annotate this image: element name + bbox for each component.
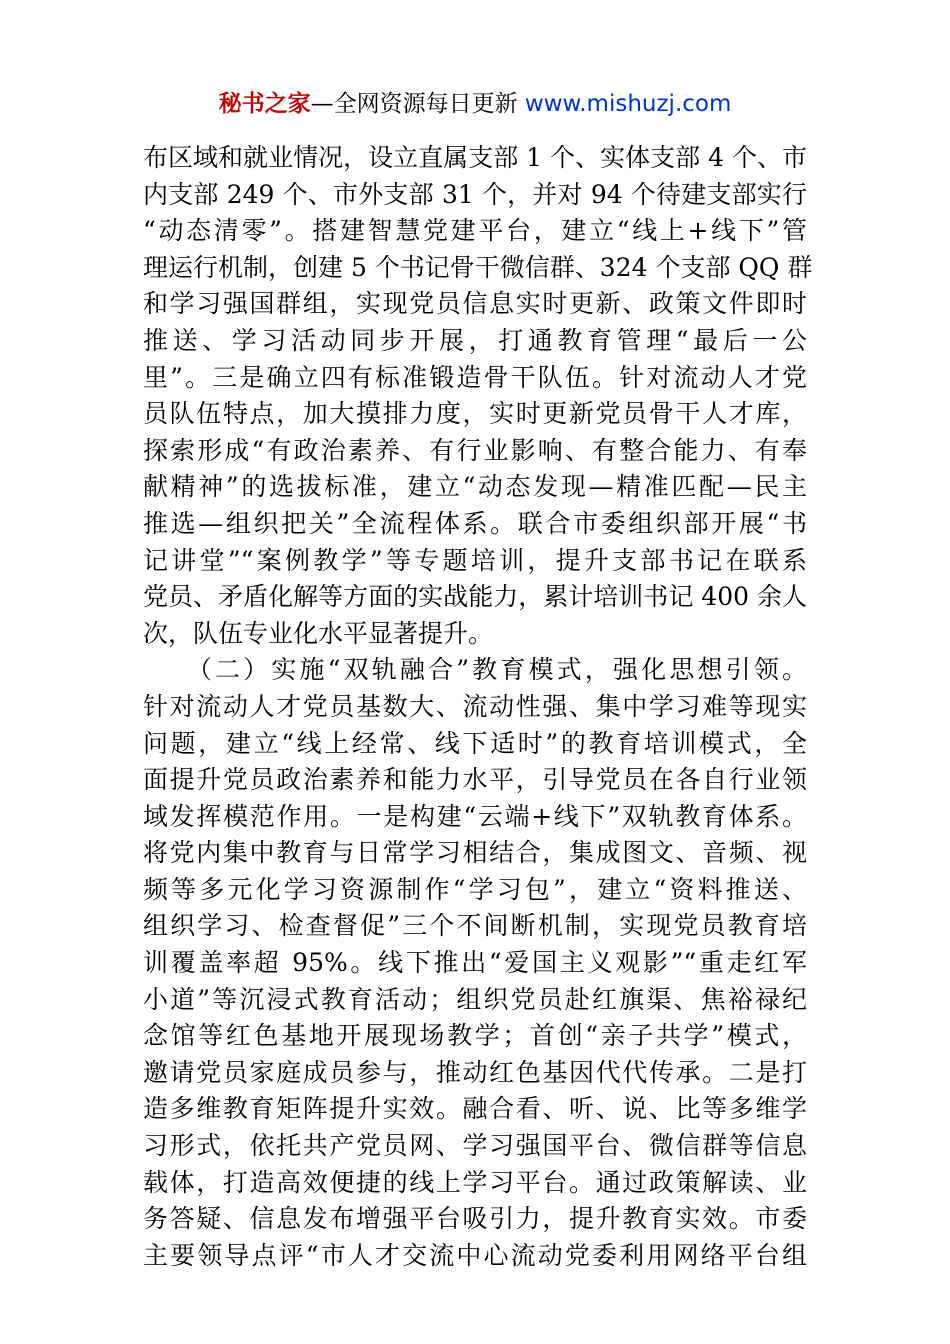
paragraph-line: 和学习强国群组，实现党员信息实时更新、政策文件即时 [143,289,807,319]
paragraph-line: （二）实施“双轨融合”教育模式，强化思想引领。 [143,655,807,685]
paragraph-line: 推送、学习活动同步开展，打通教育管理“最后一公 [143,325,807,355]
header-slogan: —全网资源每日更新 [310,91,525,117]
paragraph-line: 内支部 249 个、市外支部 31 个，并对 94 个待建支部实行 [143,179,807,209]
paragraph-line: 念馆等红色基地开展现场教学；首创“亲子共学”模式， [143,1021,807,1051]
paragraph-line: 将党内集中教育与日常学习相结合，集成图文、音频、视 [143,838,807,868]
paragraph-line: 造多维教育矩阵提升实效。融合看、听、说、比等多维学 [143,1094,807,1124]
document-body [143,140,813,1274]
header-brand: 秘书之家 [218,91,311,117]
paragraph-line: 问题，建立“线上经常、线下适时”的教育培训模式，全 [143,728,807,758]
paragraph-line: 党员、矛盾化解等方面的实战能力，累计培训书记 400 余人 [143,582,807,612]
paragraph-line: 探索形成“有政治素养、有行业影响、有整合能力、有奉 [143,435,807,465]
paragraph-line: 域发挥模范作用。一是构建“云端+线下”双轨教育体系。 [143,801,807,831]
paragraph-line: 频等多元化学习资源制作“学习包”，建立“资料推送、 [143,874,807,904]
paragraph-line: 献精神”的选拔标准，建立“动态发现—精准匹配—民主 [143,472,807,502]
paragraph-line: 主要领导点评“市人才交流中心流动党委利用网络平台组 [143,1240,807,1270]
paragraph-line: 组织学习、检查督促”三个不间断机制，实现党员教育培 [143,911,807,941]
paragraph-line: 里”。三是确立四有标准锻造骨干队伍。针对流动人才党 [143,362,807,392]
paragraph-line: 理运行机制，创建 5 个书记骨干微信群、324 个支部 QQ 群 [143,252,813,282]
paragraph-line: 训覆盖率超 95%。线下推出“爱国主义观影”“重走红军 [143,948,807,978]
paragraph-line: 次，队伍专业化水平显著提升。 [143,618,494,648]
paragraph-line: 面提升党员政治素养和能力水平，引导党员在各自行业领 [143,765,807,795]
paragraph-line: 针对流动人才党员基数大、流动性强、集中学习难等现实 [143,691,807,721]
paragraph-line: 记讲堂”“案例教学”等专题培训，提升支部书记在联系 [143,545,807,575]
paragraph-line: 小道”等沉浸式教育活动；组织党员赴红旗渠、焦裕禄纪 [143,984,807,1014]
page-header [0,88,950,120]
paragraph-line: “动态清零”。搭建智慧党建平台，建立“线上+线下”管 [143,216,807,246]
paragraph-line: 务答疑、信息发布增强平台吸引力，提升教育实效。市委 [143,1204,807,1234]
paragraph-line: 员队伍特点，加大摸排力度，实时更新党员骨干人才库， [143,399,807,429]
paragraph-line: 推选—组织把关”全流程体系。联合市委组织部开展“书 [143,508,807,538]
paragraph-line: 载体，打造高效便捷的线上学习平台。通过政策解读、业 [143,1167,807,1197]
header-site-link[interactable]: www.mishuzj.com [524,91,732,117]
paragraph-line: 布区域和就业情况，设立直属支部 1 个、实体支部 4 个、市 [143,143,807,172]
paragraph-line: 习形式，依托共产党员网、学习强国平台、微信群等信息 [143,1131,807,1161]
paragraph-line: 邀请党员家庭成员参与，推动红色基因代代传承。二是打 [143,1057,807,1087]
